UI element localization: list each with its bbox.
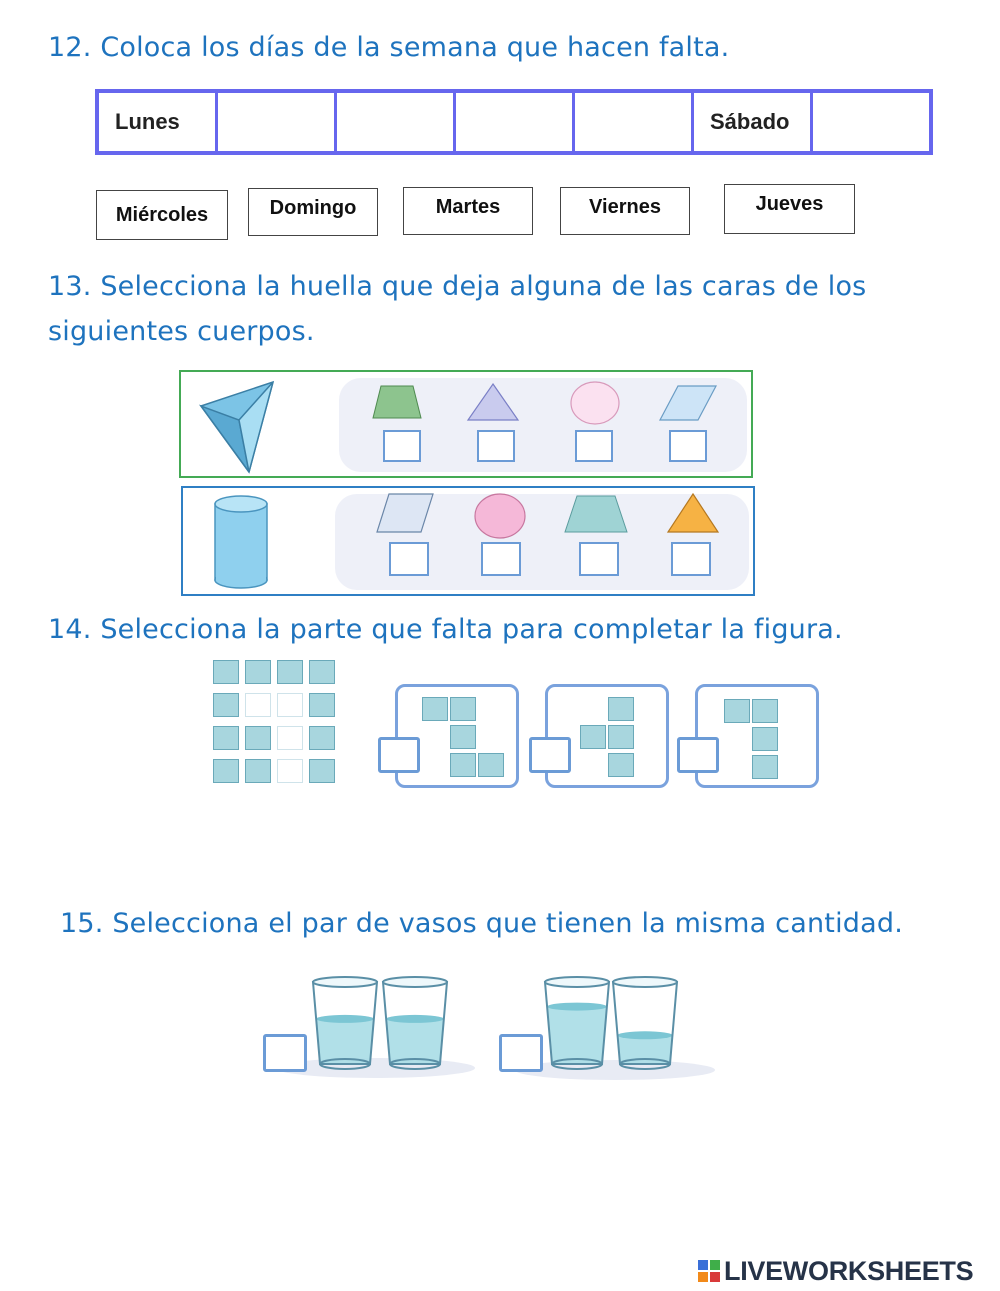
answer-checkbox[interactable]: [481, 542, 521, 576]
drag-chip-viernes[interactable]: Viernes: [560, 187, 690, 235]
water-glass-icon: [383, 977, 447, 1069]
answer-checkbox[interactable]: [671, 542, 711, 576]
question-15-title: 15. Selecciona el par de vasos que tienen la misma cantidad.: [60, 908, 903, 939]
weekday-drop-slot-5[interactable]: [575, 93, 694, 151]
answer-checkbox[interactable]: [383, 430, 421, 462]
answer-checkbox[interactable]: [579, 542, 619, 576]
water-glass-icon: [613, 977, 677, 1069]
question-12-title: 12. Coloca los días de la semana que hacen falta.: [48, 32, 730, 63]
liveworksheets-logo: [697, 1254, 973, 1288]
trapezoid-icon: [563, 494, 629, 534]
circle-icon: [569, 380, 621, 426]
weekdays-table: [95, 89, 933, 155]
weekday-drop-slot-3[interactable]: [337, 93, 456, 151]
answer-checkbox-a[interactable]: [378, 737, 420, 773]
answer-checkbox-b[interactable]: [529, 737, 571, 773]
question-13-title-line1: 13. Selecciona la huella que deja alguna de las caras de los: [48, 271, 867, 302]
pyramid-icon: [197, 376, 277, 476]
glasses-illustration: [255, 968, 715, 1088]
answer-checkbox[interactable]: [669, 430, 707, 462]
answer-checkbox-pair-1[interactable]: [263, 1034, 307, 1072]
triangle-icon: [666, 492, 720, 534]
weekday-drop-slot-7[interactable]: [813, 93, 929, 151]
answer-checkbox[interactable]: [575, 430, 613, 462]
circle-icon: [473, 492, 527, 540]
rhombus-icon: [375, 492, 435, 534]
incomplete-figure: [213, 660, 341, 790]
answer-checkbox-pair-2[interactable]: [499, 1034, 543, 1072]
question-14-title: 14. Selecciona la parte que falta para completar la figura.: [48, 614, 843, 645]
weekday-drop-slot-4[interactable]: [456, 93, 575, 151]
drag-chip-miercoles[interactable]: Miércoles: [96, 190, 228, 240]
drag-chip-domingo[interactable]: Domingo: [248, 188, 378, 236]
table-shadow: [515, 1060, 715, 1080]
brand-name: LIVEWORKSHEETS: [724, 1255, 974, 1286]
answer-checkbox[interactable]: [389, 542, 429, 576]
weekday-drop-slot-2[interactable]: [218, 93, 337, 151]
answer-checkbox[interactable]: [477, 430, 515, 462]
drag-chip-martes[interactable]: Martes: [403, 187, 533, 235]
question-13-title-line2: siguientes cuerpos.: [48, 316, 315, 347]
solid-row-pyramid: [179, 370, 753, 478]
answer-checkbox-c[interactable]: [677, 737, 719, 773]
weekday-cell-1: Lunes: [99, 93, 218, 151]
drag-chip-jueves[interactable]: Jueves: [724, 184, 855, 234]
cylinder-icon: [211, 494, 271, 590]
water-glass-icon: [313, 977, 377, 1069]
water-glass-icon: [545, 977, 609, 1069]
solid-row-cylinder: [181, 486, 755, 596]
trapezoid-icon: [371, 384, 423, 420]
triangle-icon: [466, 382, 520, 422]
weekday-cell-6: Sábado: [694, 93, 813, 151]
liveworksheets-logo-icon: [697, 1259, 721, 1283]
rhombus-icon: [658, 384, 718, 422]
